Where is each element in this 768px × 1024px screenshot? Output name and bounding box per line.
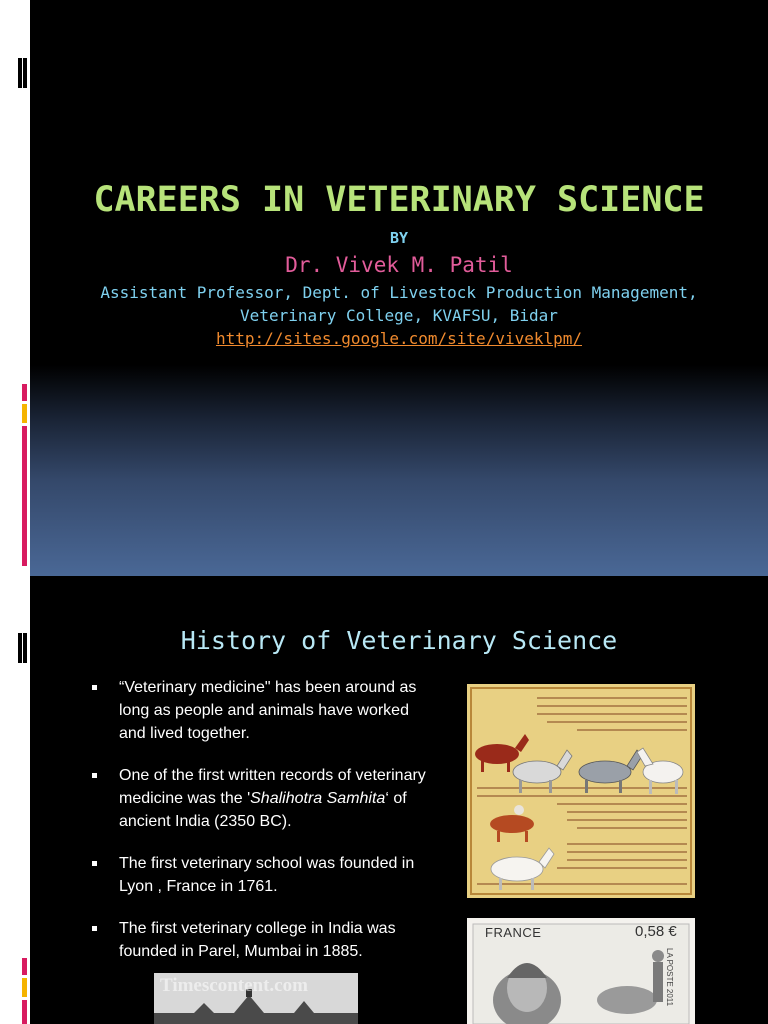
bullet-item <box>90 917 435 963</box>
website-link[interactable]: http://sites.google.com/site/viveklpm/ <box>215 329 583 348</box>
slide-marker <box>18 58 22 88</box>
bullet-list <box>90 676 435 982</box>
slide-marker <box>18 633 22 663</box>
slide-marker <box>22 1000 27 1024</box>
history-slide <box>30 576 768 1024</box>
bullet-text: The first veterinary school was founded in Lyon , France in 1761. <box>119 855 415 895</box>
by-label: BY <box>389 229 409 247</box>
slide-title: History of Veterinary Science <box>180 626 618 655</box>
bullet-icon <box>92 685 97 690</box>
affiliation-line-2: Veterinary College, KVAFSU, Bidar <box>240 306 558 325</box>
bullet-icon <box>92 861 97 866</box>
stamp-side-text: LA POSTE 2011 <box>665 948 674 1007</box>
slide-marker <box>23 633 27 663</box>
manuscript-image <box>467 684 695 898</box>
bullet-icon <box>92 773 97 778</box>
bullet-item <box>90 676 435 745</box>
stamp-country: FRANCE <box>485 925 542 940</box>
bullet-item <box>90 852 435 898</box>
title-slide <box>30 0 768 576</box>
bullet-item <box>90 764 435 833</box>
slide-marker <box>22 958 27 975</box>
postage-stamp-image <box>467 918 695 1024</box>
bullet-text: “Veterinary medicine" has been around as long as people and animals have worked and lived together. <box>119 679 417 742</box>
slide-marker <box>22 978 27 997</box>
manuscript-illustration <box>467 684 695 898</box>
photo-watermark: Timescontent.com <box>160 975 308 996</box>
slide-marker <box>23 58 27 88</box>
affiliation-line-1: Assistant Professor, Dept. of Livestock Production Management, <box>100 283 698 302</box>
stamp-value: 0,58 € <box>635 923 677 940</box>
bullet-text-italic: Shalihotra Samhita <box>250 790 386 807</box>
slide-title: CAREERS IN VETERINARY SCIENCE <box>93 180 705 220</box>
historic-photo-image <box>154 973 358 1024</box>
slide-marker <box>22 384 27 401</box>
slide-marker <box>22 426 27 566</box>
bullet-text-before: One of the first written records of veterinary medicine was the ' <box>119 767 426 807</box>
slide-marker <box>22 404 27 423</box>
bullet-text: The first veterinary college in India was founded in Parel, Mumbai in 1885. <box>119 920 396 960</box>
author-name: Dr. Vivek M. Patil <box>285 253 513 277</box>
bullet-icon <box>92 926 97 931</box>
bullet-text-after: ‘ of ancient India (2350 BC). <box>119 790 407 830</box>
